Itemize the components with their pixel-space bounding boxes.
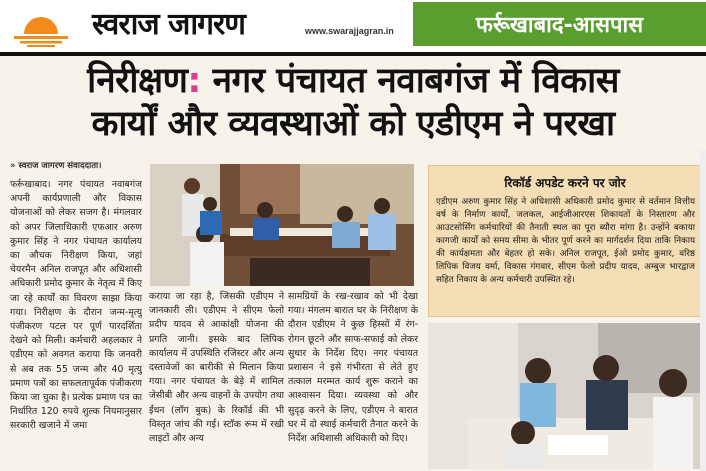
article-column-2: कराया जा रहा है, जिसकी एडीएम ने जानकारी ली। एडीएम ने सीएम फेलो प्रदीप यादव से आकांक्षी योजना की प्रगति जानी। इसके बाद लिपिक कार्यालय में उपस्थिति रजिस्टर और अन्य दस्तावेजों का बारीकी से मिलान किया गया। नगर पंचायत के बेड़े में शामिल जेसीबी और अन्य वाहनों के उपयोग तथा ईंधन (लॉग बुक) के रिकॉर्ड की भी विस्तृत जांच की गई। स्टॉक रूम में रखी लाइटों और अन्य: [149, 291, 284, 445]
website-url: www.swarajjagran.in: [305, 26, 394, 36]
page-edge: [700, 150, 706, 471]
highlight-box-title: रिकॉर्ड अपडेट करने पर जोर: [504, 176, 626, 190]
highlight-box: [428, 165, 702, 317]
inspection-photo: [150, 164, 414, 286]
section-banner: फर्रूखाबाद-आसपास: [413, 2, 706, 46]
headline-line2: कार्यों और व्यवस्थाओं को एडीएम ने परखा: [91, 104, 615, 144]
masthead-divider: [0, 52, 706, 56]
headline: [0, 60, 706, 146]
article-column-3: सामग्रियों के रख-रखाव को भी देखा गया। मंगलम बारात घर के निरीक्षण के दौरान एडीएम ने कुछ हिस्सों में रंग-रोगन छूटने और साफ-सफाई को लेकर सुधार के निर्देश दिए। नगर पंचायत प्रशासन ने इसे गंभीरता से लेते हुए तत्काल मरम्मत कार्य शुरू कराने का आश्वासन दिया। व्यवस्था को और सुदृढ़ करने के लिए, एडीएम ने बारात घर में दो स्थाई कर्मचारी तैनात करने के निर्देश अधिशासी अधिकारी को दिए।: [288, 291, 418, 445]
headline-line1: नगर पंचायत नवाबगंज में विकास: [200, 61, 619, 101]
headline-colon: :: [187, 61, 201, 101]
masthead: [0, 0, 706, 52]
sun-logo-icon: [8, 4, 74, 48]
byline: » स्वराज जागरण संवाददाता।: [10, 161, 102, 171]
brand-name: स्वराज जागरण: [92, 7, 245, 42]
record-check-photo: [428, 323, 700, 469]
article-column-1: फर्रूखाबाद। नगर पंचायत नवाबगंज अपनी कार्यप्रणाली और विकास योजनाओं को लेकर सजग है। मंगलवार को अपर जिलाधिकारी एफआर अरुण कुमार सिंह ने नगर पंचायत कार्यालय का औचक निरीक्षण किया, जहां चेयरमैन अनिल राजपूत और अधिशासी अधिकारी प्रमोद कुमार के नेतृत्व में किए जा रहे कार्यों का विवरण साझा किया गया। निरीक्षण के दौरान जन्म-मृत्यु पंजीकरण पटल पर पूर्ण पारदर्शिता देखने को मिली। कर्मचारी अहलकार ने एडीएम को अवगत कराया कि जनवरी से अब तक 55 जन्म और 40 मृत्यु प्रमाण पत्रों का सफलतापूर्वक पंजीकरण किया जा चुका है। प्रत्येक प्रमाण पत्र का निर्धारित 120 रुपये शुल्क नियमानुसार सरकारी खजाने में जमा: [10, 179, 142, 432]
highlight-box-body: एडीएम अरुण कुमार सिंह ने अधिशासी अधिकारी प्रमोद कुमार से वर्तमान वित्तीय वर्ष के निर्माण कार्यों, जलकल, आईजीआरएस शिकायतों के निस्तारण और आउटसोर्सिंग कर्मचारियों की तैनाती स्थल का पूरा ब्यौरा मांगा है। उन्होंने बकाया कागजी कार्यों को समय सीमा के भीतर पूर्ण करने का मार्गदर्शन दिया ताकि निकाय की कार्यक्षमता और बेहतर हो सके। अनिल राजपूत, ईओ प्रमोद कुमार, वरिष्ठ लिपिक विजय वर्मा, विकास गंगवार, सीएम फेलो प्रदीप यादव, अम्बुज भारद्वाज सहित निकाय के अन्य कर्मचारी उपस्थित रहे।: [436, 197, 695, 285]
headline-kicker: निरीक्षण: [87, 61, 188, 101]
